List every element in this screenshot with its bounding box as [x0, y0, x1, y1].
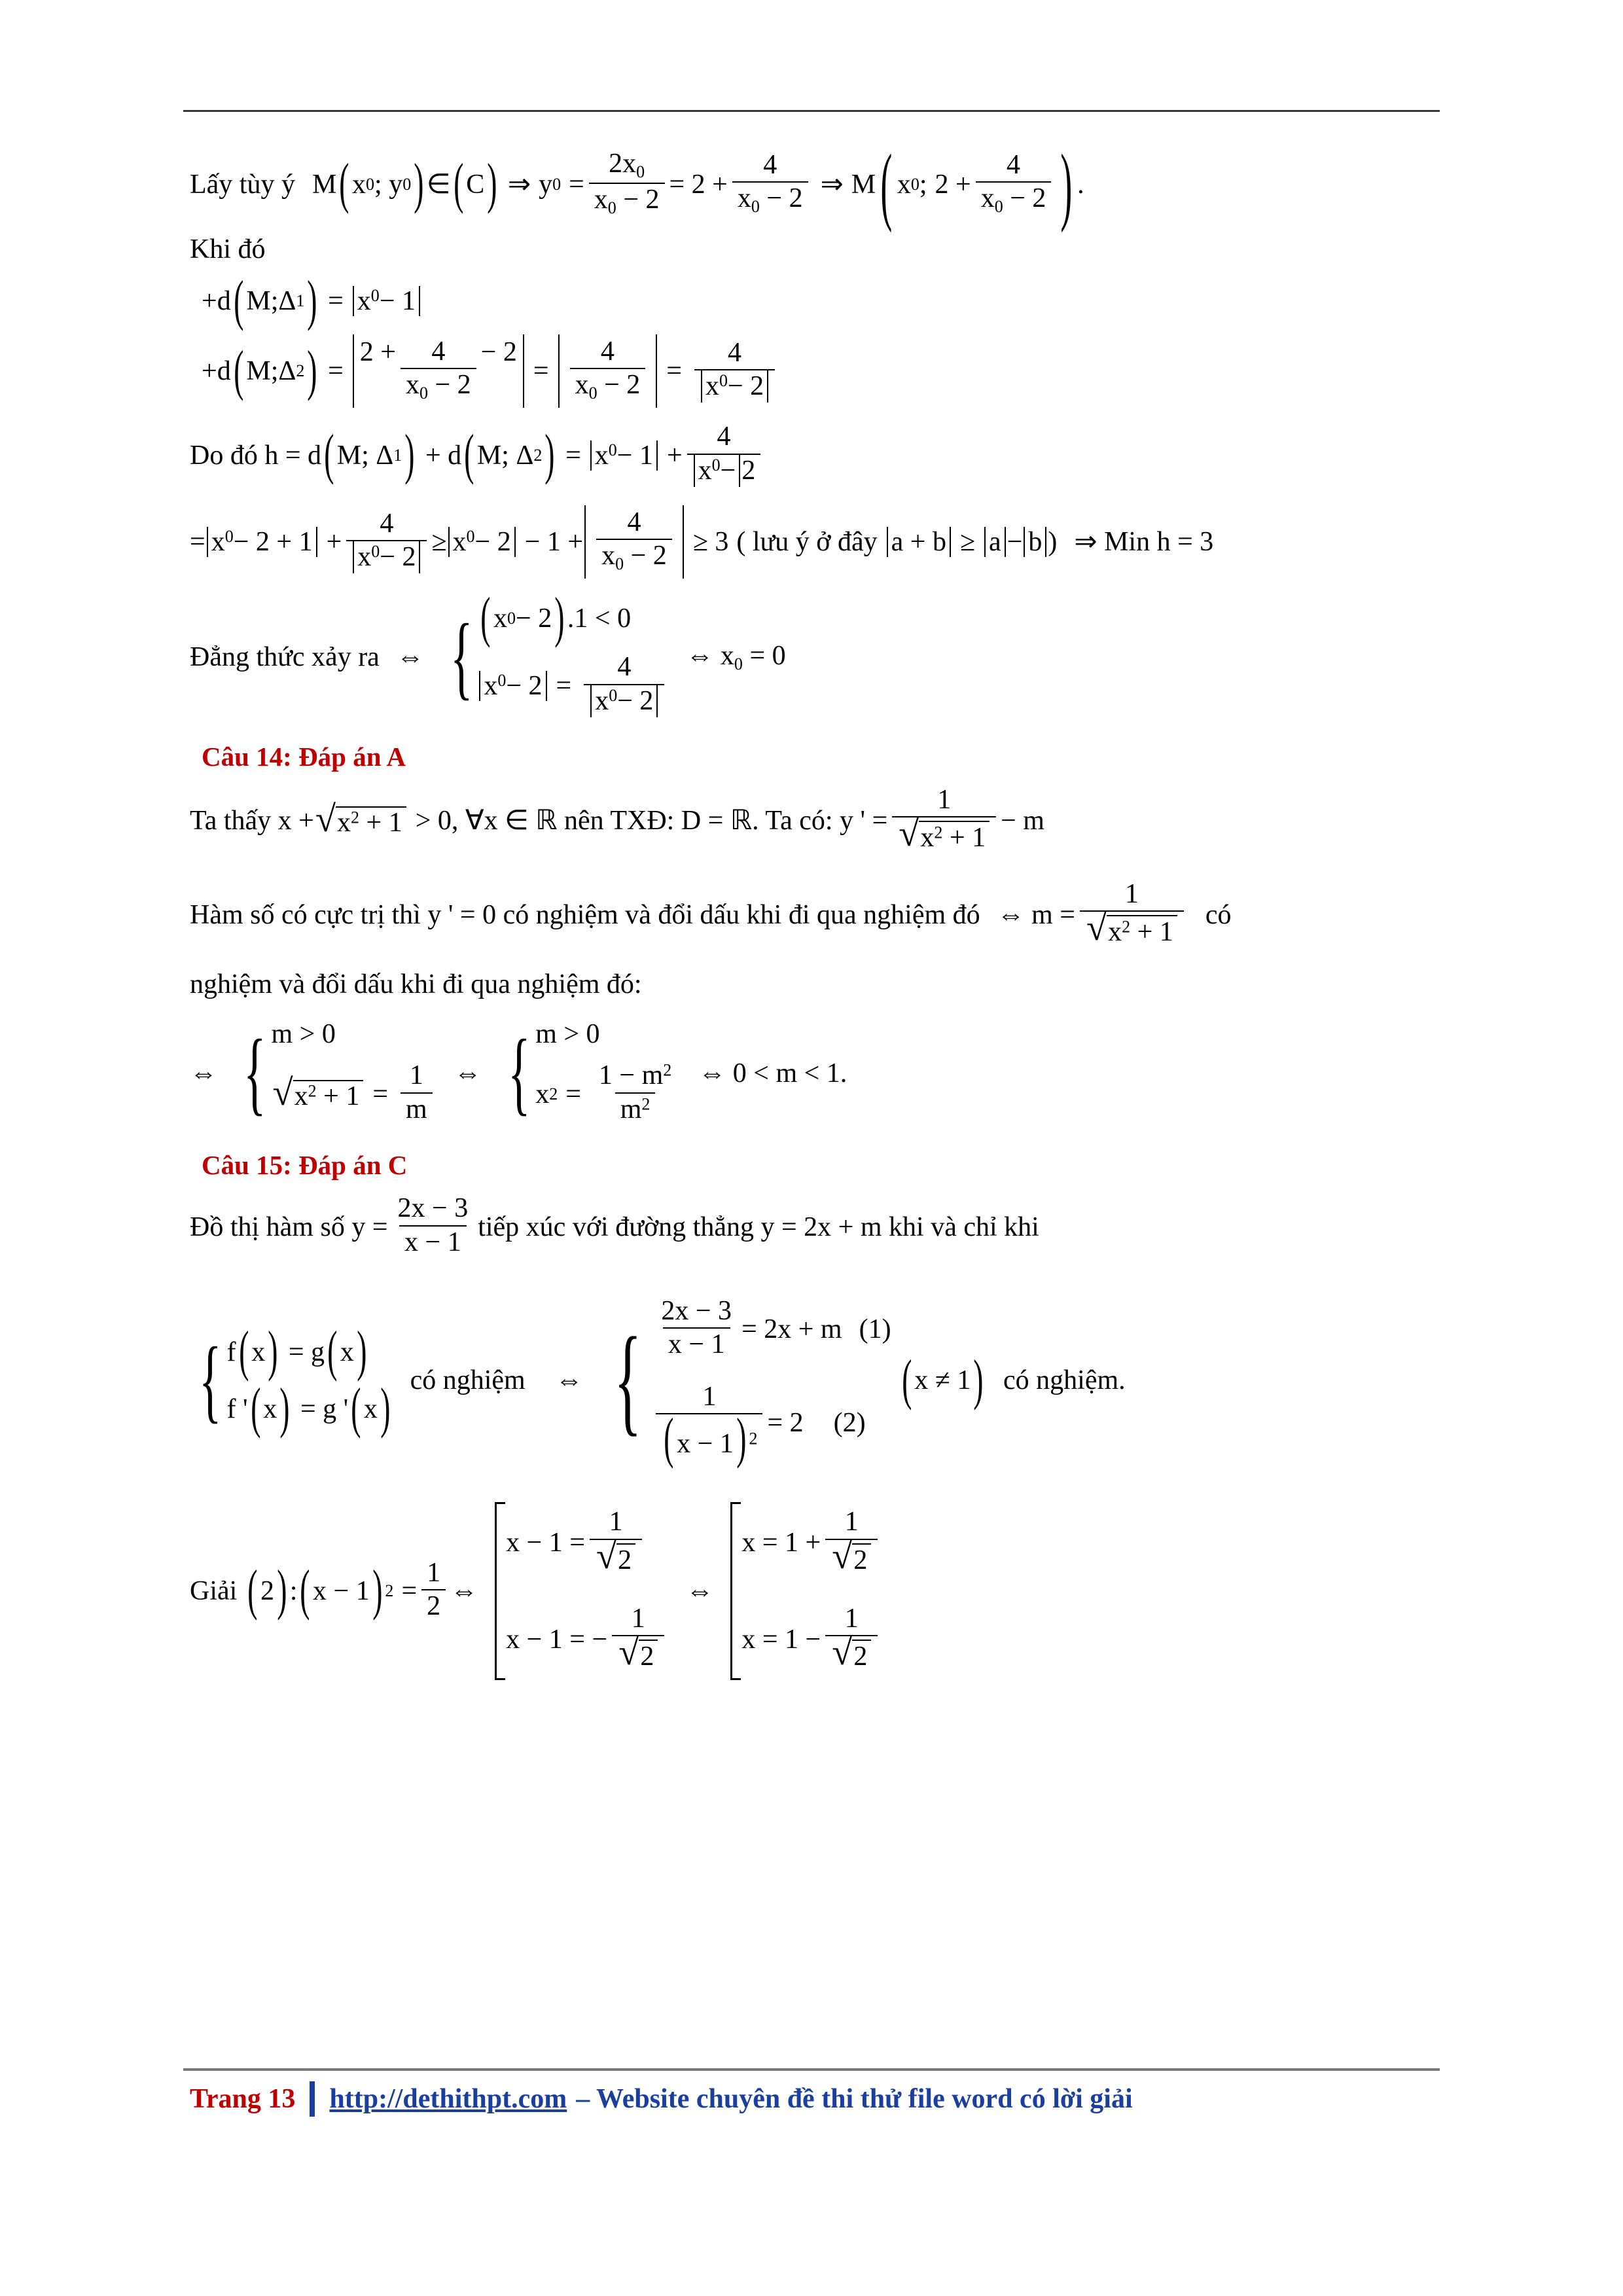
abs-left: x 0 − 2 — [478, 672, 548, 700]
abs-b2: b — [1022, 528, 1048, 556]
l1-M: M — [312, 169, 337, 200]
l6-note-close: ) — [1048, 527, 1058, 558]
l1-imply: ⇒ — [507, 169, 531, 200]
l1-C: C — [466, 169, 485, 200]
case-row-1: $\frac{2x - 3}{x - 1}$ = 2x + m (1) — [651, 1298, 891, 1361]
c15-iff2: ⇔ — [686, 1576, 714, 1606]
paren-close-2: ) — [544, 423, 555, 486]
l5-plus2: + — [666, 440, 683, 471]
sqrt: √ 2 — [832, 1638, 871, 1672]
paren-close-cond: ) — [973, 1348, 984, 1411]
denominator: $x_0 - 2$ — [976, 181, 1052, 216]
fraction: $\frac{4}{x_0 - 2}$ — [570, 337, 646, 403]
c14-iff2: ⇔ — [454, 1058, 482, 1088]
l1-tail: 2 + — [935, 169, 971, 200]
abs-frac — [583, 509, 685, 575]
paren-close: ) — [414, 152, 424, 215]
bracket-1 — [495, 1502, 669, 1679]
bracket-row-1: x = 1 + 1 √ 2 — [741, 1509, 882, 1577]
cases-block — [441, 586, 669, 717]
math-line-7 — [190, 586, 1433, 717]
abs-b: x 0 − 2 — [447, 528, 517, 556]
brace: { — [450, 605, 473, 709]
footer-divider — [310, 2081, 315, 2117]
l3-M: M; — [246, 286, 279, 317]
case-row-2: x 2 = $\frac{1 - m^2}{m^2}$ — [535, 1062, 681, 1126]
l6-plus: + — [326, 527, 342, 558]
c15-cond: x ≠ 1 — [914, 1365, 971, 1396]
header-rule — [183, 110, 1440, 112]
l1-sub: 0 — [366, 174, 375, 194]
l1-eq2: = 2 + — [669, 169, 728, 200]
absolute-value-2 — [557, 338, 659, 404]
numerator: 4 — [1007, 149, 1021, 180]
fraction: 1 √ 2 — [590, 1507, 642, 1575]
l1-eq: = — [569, 169, 584, 200]
l4-eq2: = — [533, 356, 549, 387]
paren-open-2: ( — [453, 152, 463, 215]
abs-ab: a + b — [885, 528, 952, 556]
c14-iff1: ⇔ — [190, 1058, 217, 1088]
cau14-line-2 — [190, 878, 1433, 949]
page-content — [190, 135, 1433, 1680]
l1-period: . — [1077, 169, 1084, 200]
l5-eq: = — [565, 440, 581, 471]
paren-open-2: ( — [464, 423, 474, 486]
sqrt: √ 2 — [832, 1541, 871, 1575]
case-row-1: ( x 0 − 2 ) .1 < 0 — [480, 586, 632, 649]
cases-block-2: { m > 0 x 2 = $\frac{1 - m^2}{m^2}$ — [499, 1020, 682, 1126]
sqrt: √ 2 — [618, 1638, 658, 1672]
l6-note-open: ( lưu ý ở đây — [736, 527, 878, 558]
l3-eq: = — [328, 286, 344, 317]
case-row-2: $\frac{1}{( x - 1) ^2}$ = 2 (2) — [651, 1384, 891, 1463]
footer-tagline: – Website chuyên đề thi thử file word có lời giải — [576, 2084, 1133, 2114]
page-footer — [190, 2081, 1433, 2117]
math-line-2 — [190, 236, 1433, 263]
l1-in: ∈ — [426, 169, 451, 200]
sqrt: √ 2 — [596, 1541, 635, 1575]
math-line-6 — [190, 509, 1433, 575]
paren-open: ( — [324, 423, 334, 486]
l6-geq: ≥ — [431, 527, 447, 558]
cau14-line-1 — [190, 787, 1433, 855]
l4-eq3: = — [666, 356, 682, 387]
paren-open: ( — [233, 339, 244, 402]
sqrt-4: √ $x^2 + 1$ — [273, 1078, 364, 1110]
c14-p2b: có — [1205, 899, 1232, 930]
l1-sub-b: 0 — [402, 174, 412, 194]
l6-imply: ⇒ Min h = 3 — [1074, 527, 1214, 558]
heading-cau-14: Câu 14: Đáp án A — [202, 742, 406, 772]
c14-p2a: Hàm số có cực trị thì y ' = 0 có nghiệm và đổi dấu khi đi qua nghiệm đó — [190, 899, 980, 930]
math-line-1: Lấy tùy ý M ( x 0 ; y 0 ) ∈ ( C ) ⇒ y 0 = $\frac{2x_0}{x_0 - 2}$ = 2 + $\frac{4}{x_0 - 2}$ ⇒ M ( x 0 ; 2 + $\frac{4}{x_0 - 2}$ ) . — [190, 135, 1084, 234]
l5-plus: + d — [425, 440, 462, 471]
l1-prefix: Lấy tùy ý — [190, 169, 295, 200]
paren-close-2: ) — [487, 152, 497, 215]
paren-close: ) — [307, 270, 317, 332]
fraction: $\frac{4}{x_0 - 2}$ — [401, 337, 476, 403]
math-line-4: + d ( M; Δ 2 ) = 2 + $\frac{4}{x_0 - 2}$ − 2 = $\frac{4}{x_0 - 2}$ = 4 x 0 − 2 — [202, 338, 1433, 404]
cases-left: { f ( x ) = g ( x ) f ' ( x ) = g ' ( x ) — [190, 1331, 393, 1430]
c15-sys-mid: có nghiệm — [410, 1365, 526, 1396]
c14-p1b: > 0, ∀x ∈ ℝ nên TXĐ: D = ℝ. Ta có: y ' = — [415, 805, 888, 836]
bracket-row-2: x − 1 = − 1 √ 2 — [506, 1605, 669, 1674]
sqrt-3: √ $x^2 + 1$ — [1086, 913, 1177, 947]
c14-p2iff: ⇔ m = — [997, 899, 1075, 930]
l6-eq: = — [190, 527, 205, 558]
fraction: $\frac{2x - 3}{x - 1}$ — [397, 1193, 469, 1257]
fraction: 1 √ $x^2 + 1$ — [1080, 880, 1184, 948]
fraction-1: 4 x 0 − 2 — [346, 509, 427, 573]
l1-Mfinal: M — [851, 169, 876, 200]
fraction: 4 x 0 − 2 — [687, 422, 761, 486]
cau15-system — [190, 1295, 1433, 1470]
c15-solve-prefix: Giải — [190, 1576, 238, 1606]
bracket-row-2: x = 1 − 1 √ 2 — [741, 1605, 882, 1674]
cau14-line-4 — [190, 1020, 1433, 1126]
l6-note-minus: − — [1007, 527, 1023, 558]
math-line-5: Do đó h = d ( M; Δ 1 ) + d ( M; Δ 2 ) = x 0 − 1 + 4 x 0 − 2 — [190, 423, 1433, 487]
l4-M: M; — [246, 356, 279, 387]
paren-open-cond: ( — [901, 1348, 912, 1411]
l3-delta: Δ — [278, 286, 296, 317]
absolute-value-1: 2 + $\frac{4}{x_0 - 2}$ − 2 — [351, 338, 526, 404]
paren-close: ) — [307, 339, 317, 402]
c14-p1a: Ta thấy x + — [190, 805, 314, 836]
big-paren-open: ( — [880, 135, 893, 234]
l6-minus1: − 1 + — [524, 527, 584, 558]
fraction: 1 √ $x^2 + 1$ — [892, 785, 996, 853]
abs-a: x 0 − 2 + 1 — [205, 528, 319, 556]
case-row-2: x 0 − 2 = 4 x 0 − 2 — [478, 654, 669, 717]
fraction-2: $\frac{4}{x_0 - 2}$ — [596, 508, 672, 573]
cases-block-1: { m > 0 √ $x^2 + 1$ = $\frac{1}{m}$ — [234, 1020, 437, 1126]
c15-sys-tail: có nghiệm. — [1003, 1365, 1126, 1396]
l4-d: d — [217, 356, 231, 387]
sqrt-2: √ $x^2 + 1$ — [899, 819, 990, 853]
footer-website-link[interactable]: http://dethithpt.com — [329, 2084, 567, 2114]
paren-close: ) — [404, 423, 415, 486]
c15-p1a: Đồ thị hàm số y = — [190, 1211, 388, 1242]
fraction-1 — [589, 149, 665, 217]
case-row-2: √ $x^2 + 1$ = $\frac{1}{m}$ — [272, 1062, 437, 1126]
abs-den: x 0 − 2 — [589, 687, 659, 716]
abs-a2: a — [983, 528, 1007, 556]
l4-eq: = — [328, 356, 344, 387]
c14-p3: nghiệm và đổi dấu khi đi qua nghiệm đó: — [190, 969, 642, 1000]
fraction-2: $\frac{1}{( x - 1) ^2}$ — [656, 1382, 762, 1462]
fraction: 4 x 0 − 2 — [584, 653, 664, 716]
l5-prefix: Do đó h = d — [190, 440, 322, 471]
sqrt-1: √ $x^2 + 1$ — [315, 804, 406, 836]
fraction: 1 √ 2 — [612, 1604, 664, 1672]
fraction-3 — [976, 151, 1052, 216]
l6-geq3: ≥ 3 — [692, 527, 729, 558]
cau15-solve: Giải ( 2 ) : ( x − 1 ) 2 = $\frac{1}{2}$ ⇔ x − 1 = 1 √ 2 x − 1 = − 1 √ 2 ⇔ x = 1 + 1 √ 2 x = 1 − 1 √ 2 — [190, 1502, 1433, 1679]
page-number: Trang 13 — [190, 2084, 296, 2114]
case-row-1: m > 0 — [535, 1019, 600, 1050]
absolute-value-3: x 0 − 2 — [700, 372, 770, 401]
big-paren-close: ) — [1060, 135, 1073, 234]
l1-semi: ; y — [374, 169, 403, 200]
bracket-row-1: x − 1 = 1 √ 2 — [506, 1509, 669, 1577]
cases-right: { $\frac{2x - 3}{x - 1}$ = 2x + m (1) $\frac{1}{( x - 1) ^2}$ = 2 (2) — [613, 1295, 891, 1470]
fraction: $\frac{1}{m}$ — [401, 1061, 433, 1124]
abs-den: x 0 − 2 — [351, 543, 421, 572]
case-row-2: f ' ( x ) = g ' ( x ) — [226, 1377, 391, 1440]
c15-sys-iff: ⇔ — [555, 1365, 583, 1396]
l7-iff: ⇔ — [396, 642, 424, 673]
paren-open: ( — [339, 152, 349, 215]
cau14-line-3 — [190, 971, 1433, 998]
c14-result: ⇔ 0 < m < 1. — [698, 1058, 847, 1088]
fraction: 1 √ 2 — [825, 1507, 878, 1575]
fraction: 1 √ 2 — [825, 1604, 878, 1672]
khi-do-text: Khi đó — [190, 234, 266, 264]
l1-y0-sub: 0 — [552, 174, 562, 194]
numerator: 4 — [763, 149, 777, 180]
l1-y0: y — [539, 169, 553, 200]
l3-plus: + — [202, 286, 217, 317]
bracket-2 — [730, 1502, 882, 1679]
l6-note-geq: ≥ — [959, 527, 976, 558]
heading-cau-15: Câu 15: Đáp án C — [202, 1150, 408, 1181]
absolute-value-den: x 0 − — [692, 456, 742, 486]
denominator: $x_0 - 2$ — [589, 183, 665, 217]
l3-d: d — [217, 286, 231, 317]
fraction-1: $\frac{2x - 3}{x - 1}$ — [661, 1295, 732, 1360]
l7-result: ⇔ $x_0 = 0$ — [686, 640, 786, 673]
denominator: $x_0 - 2$ — [732, 181, 808, 216]
c15-iff1: ⇔ — [450, 1576, 478, 1606]
footer-rule — [183, 2068, 1440, 2071]
l5-b: M; Δ — [476, 440, 534, 471]
l5-a: M; Δ — [336, 440, 394, 471]
case-row-1: m > 0 — [271, 1019, 336, 1050]
l1-x: x — [352, 169, 366, 200]
l1-x-final: x — [897, 169, 911, 200]
absolute-value: x 0 − 1 — [351, 287, 421, 315]
absolute-value: x 0 − 1 — [589, 442, 659, 469]
c14-p1c: − m — [1001, 805, 1044, 836]
numerator: $2x_0$ — [609, 149, 645, 181]
fraction-abs: 4 x 0 − 2 — [694, 338, 775, 402]
math-line-3: + d ( M; Δ 1 ) = x 0 − 1 — [202, 280, 1433, 323]
l1-imply2: ⇒ — [820, 169, 844, 200]
cau15-line-1 — [190, 1195, 1433, 1259]
fraction: $\frac{1 - m^2}{m^2}$ — [598, 1060, 672, 1124]
c15-p1b: tiếp xúc với đường thẳng y = 2x + m khi và chỉ khi — [478, 1211, 1039, 1242]
fraction-half: $\frac{1}{2}$ — [421, 1558, 446, 1622]
l7-prefix: Đẳng thức xảy ra — [190, 642, 380, 673]
fraction-2 — [732, 151, 808, 216]
l4-plus: + — [202, 356, 217, 387]
paren-open: ( — [233, 270, 244, 332]
case-row-1: f ( x ) = g ( x ) — [226, 1320, 367, 1383]
